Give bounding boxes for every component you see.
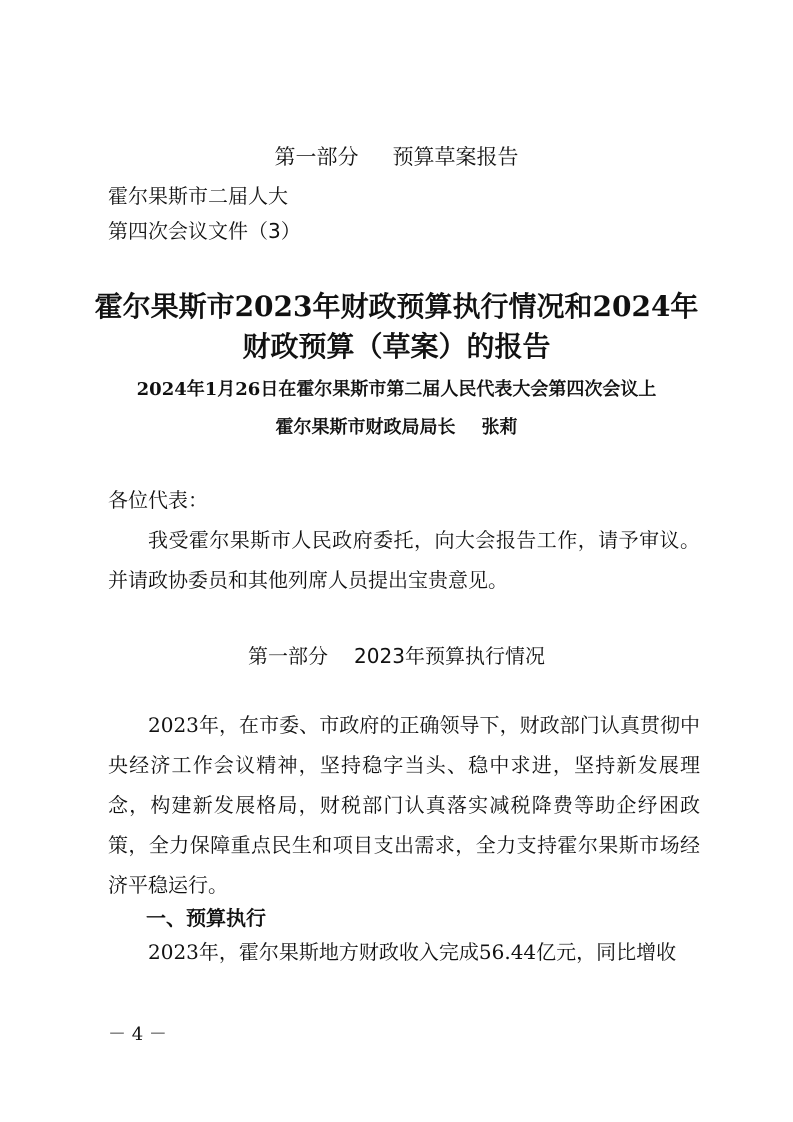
section-name: 2023年预算执行情况	[354, 644, 545, 668]
heading-budget-execution: 一、预算执行	[146, 906, 266, 930]
paragraph-1: 2023年，在市委、市政府的正确领导下，财政部门认真贯彻中央经济工作会议精神，坚持稳字当头、稳中求进，坚持新发展理念，构建新发展格局，财税部门认真落实减税降费等助企纾困政策，全力保障重点民生和项目支出需求，全力支持霍尔果斯市场经济平稳运行。	[108, 713, 700, 897]
para-2-block	[108, 932, 700, 972]
paragraph-2: 2023年，霍尔果斯地方财政收入完成56.44亿元，同比增收	[148, 940, 677, 964]
intro-paragraph: 我受霍尔果斯市人民政府委托，向大会报告工作，请予审议。并请政协委员和其他列席人员提出宝贵意见。	[108, 528, 700, 592]
part-name: 预算草案报告	[392, 145, 519, 169]
salutation: 各位代表：	[108, 488, 208, 512]
meta-line-1: 霍尔果斯市二届人大	[108, 184, 288, 208]
section-title	[0, 640, 793, 669]
report-subtitle-2	[0, 413, 793, 439]
speaker-name: 张莉	[481, 417, 518, 438]
page-number: － 4 －	[108, 1024, 167, 1045]
part-label: 第一部分	[274, 145, 359, 169]
para-1-block	[108, 705, 700, 905]
intro-block	[108, 480, 700, 600]
speaker-role: 霍尔果斯市财政局局长	[275, 417, 456, 438]
meta-line-2: 第四次会议文件（3）	[108, 219, 301, 243]
report-subtitle-1: 2024年1月26日在霍尔果斯市第二届人民代表大会第四次会议上	[136, 379, 657, 400]
section-label: 第一部分	[248, 644, 329, 668]
report-title-line-2: 财政预算（草案）的报告	[242, 330, 551, 363]
report-title-line-1: 霍尔果斯市2023年财政预算执行情况和2024年	[94, 290, 699, 323]
part-title	[0, 141, 793, 171]
